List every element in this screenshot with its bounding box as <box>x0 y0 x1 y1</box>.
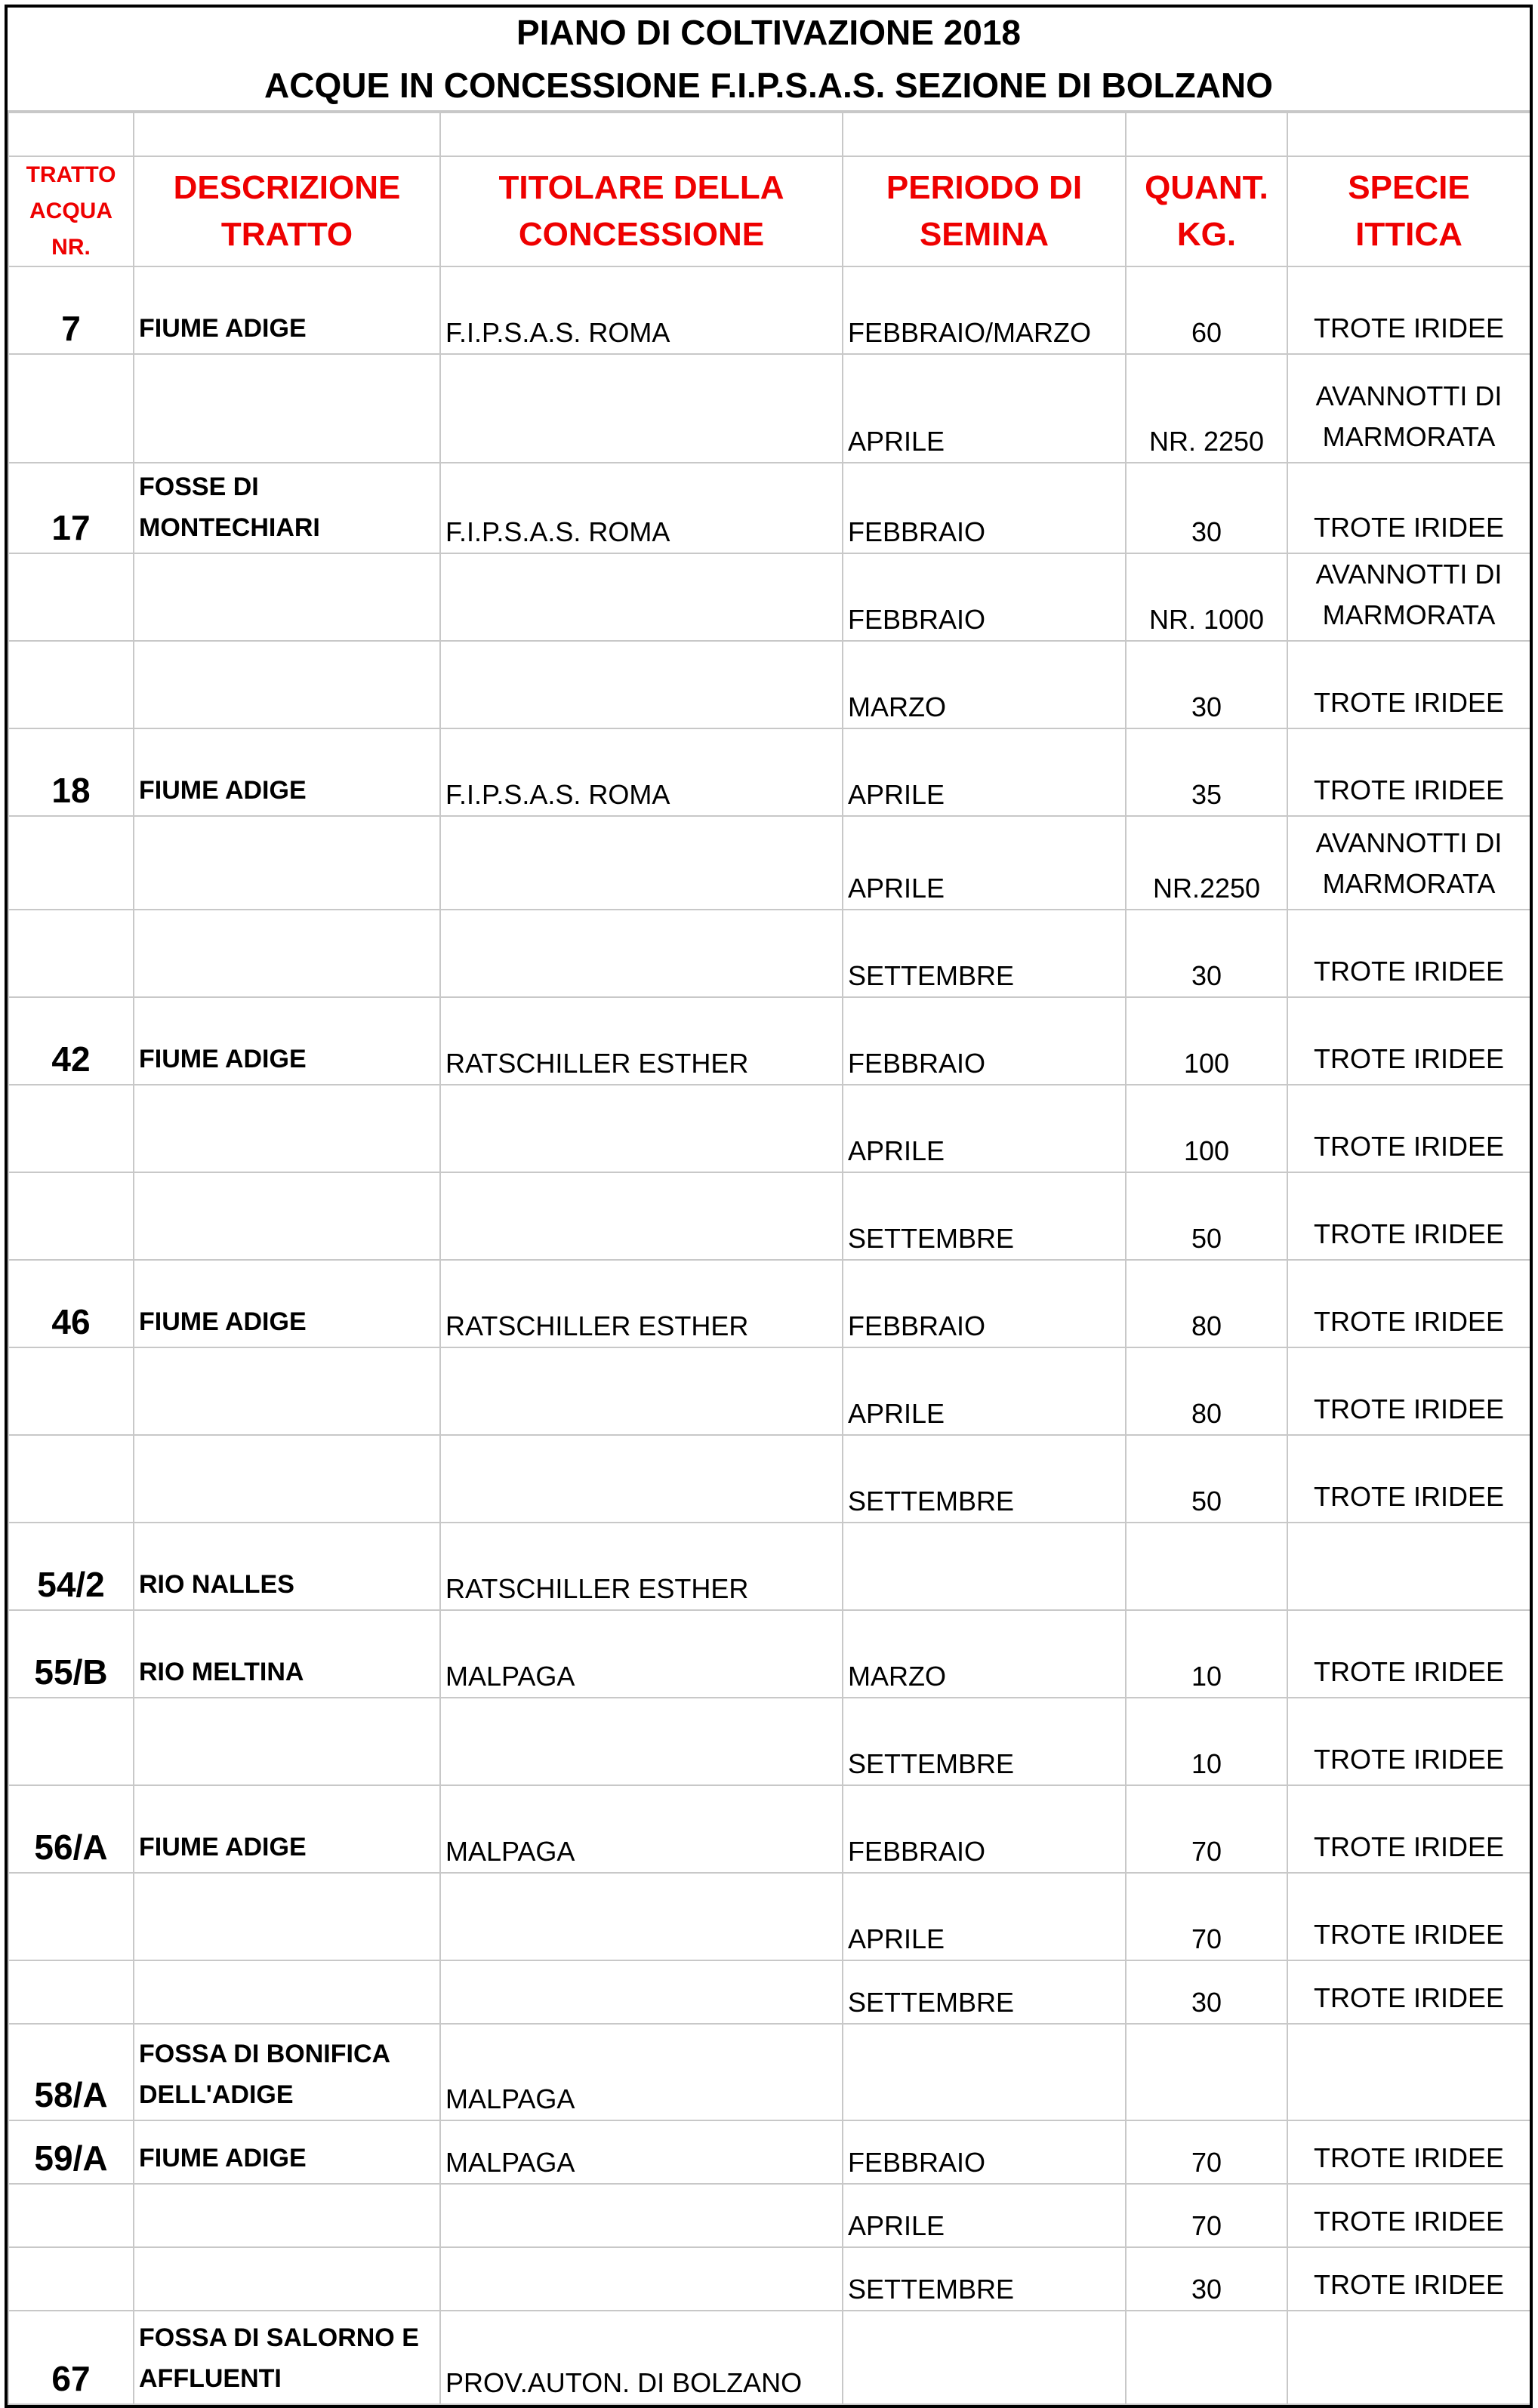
cell-periodo: FEBBRAIO <box>843 997 1126 1085</box>
cell-specie: AVANNOTTI DI MARMORATA <box>1287 354 1530 463</box>
cell-periodo: APRILE <box>843 1873 1126 1960</box>
cell-periodo: FEBBRAIO <box>843 2120 1126 2184</box>
cell-specie: TROTE IRIDEE <box>1287 266 1530 354</box>
cell-titolare <box>440 2184 843 2247</box>
cell-periodo: FEBBRAIO/MARZO <box>843 266 1126 354</box>
cell-periodo: APRILE <box>843 2184 1126 2247</box>
cell-specie: TROTE IRIDEE <box>1287 1960 1530 2024</box>
cell-titolare: RATSCHILLER ESTHER <box>440 1523 843 1610</box>
cell-periodo: FEBBRAIO <box>843 553 1126 641</box>
cell-tratto <box>8 1435 134 1523</box>
cell-periodo: MARZO <box>843 641 1126 728</box>
cell-periodo: MARZO <box>843 1610 1126 1698</box>
cell-titolare <box>440 1085 843 1172</box>
table-row <box>8 728 1530 816</box>
cell-specie: TROTE IRIDEE <box>1287 2247 1530 2311</box>
cell-periodo: APRILE <box>843 1347 1126 1435</box>
table-row <box>8 910 1530 997</box>
cell-specie: TROTE IRIDEE <box>1287 1610 1530 1698</box>
cell-quantita: 70 <box>1126 2120 1287 2184</box>
table-row <box>8 2120 1530 2184</box>
table-row <box>8 1172 1530 1260</box>
header-tratto: TRATTO ACQUA NR. <box>8 156 134 266</box>
cell-specie: TROTE IRIDEE <box>1287 1435 1530 1523</box>
cell-titolare: MALPAGA <box>440 1610 843 1698</box>
cell-tratto <box>8 354 134 463</box>
cell-specie: TROTE IRIDEE <box>1287 1785 1530 1873</box>
table-row <box>8 1260 1530 1347</box>
cell-quantita <box>1126 1523 1287 1610</box>
cell-titolare: F.I.P.S.A.S. ROMA <box>440 463 843 553</box>
table-row <box>8 266 1530 354</box>
cell-quantita: 30 <box>1126 910 1287 997</box>
cell-descrizione <box>134 354 440 463</box>
spreadsheet <box>5 5 1533 2408</box>
table-row <box>8 1085 1530 1172</box>
cell-periodo: APRILE <box>843 1085 1126 1172</box>
header-specie: SPECIE ITTICA <box>1287 156 1530 266</box>
cell-quantita: 10 <box>1126 1610 1287 1698</box>
cell-titolare: MALPAGA <box>440 2120 843 2184</box>
cell-quantita: 35 <box>1126 728 1287 816</box>
cell-titolare: F.I.P.S.A.S. ROMA <box>440 728 843 816</box>
cell-quantita <box>1126 2024 1287 2120</box>
cell-descrizione <box>134 2247 440 2311</box>
cell-descrizione <box>134 2184 440 2247</box>
cell-tratto: 17 <box>8 463 134 553</box>
cell-descrizione: FIUME ADIGE <box>134 2120 440 2184</box>
cell-tratto: 42 <box>8 997 134 1085</box>
cell-titolare: RATSCHILLER ESTHER <box>440 1260 843 1347</box>
cell-quantita: 70 <box>1126 2184 1287 2247</box>
cell-tratto <box>8 1960 134 2024</box>
cell-descrizione: FOSSA DI SALORNO E AFFLUENTI <box>134 2311 440 2404</box>
cell-specie: TROTE IRIDEE <box>1287 2184 1530 2247</box>
spacer-row <box>8 112 1530 156</box>
cell-titolare: MALPAGA <box>440 1785 843 1873</box>
cell-titolare: RATSCHILLER ESTHER <box>440 997 843 1085</box>
cultivation-table <box>8 112 1531 2405</box>
cell-tratto <box>8 553 134 641</box>
header-row <box>8 156 1530 266</box>
table-row <box>8 354 1530 463</box>
cell-descrizione: FOSSA DI BONIFICA DELL'ADIGE <box>134 2024 440 2120</box>
table-row <box>8 2247 1530 2311</box>
document-title: PIANO DI COLTIVAZIONE 2018 <box>516 13 1021 52</box>
cell-quantita <box>1126 2311 1287 2404</box>
cell-tratto <box>8 641 134 728</box>
cell-descrizione: FIUME ADIGE <box>134 728 440 816</box>
table-row <box>8 1347 1530 1435</box>
cell-tratto: 54/2 <box>8 1523 134 1610</box>
header-quantita: QUANT. KG. <box>1126 156 1287 266</box>
cell-tratto <box>8 1347 134 1435</box>
cell-quantita: 60 <box>1126 266 1287 354</box>
cell-specie: TROTE IRIDEE <box>1287 2120 1530 2184</box>
cell-specie: TROTE IRIDEE <box>1287 641 1530 728</box>
header-titolare: TITOLARE DELLA CONCESSIONE <box>440 156 843 266</box>
cell-periodo: APRILE <box>843 354 1126 463</box>
cell-descrizione: FOSSE DI MONTECHIARI <box>134 463 440 553</box>
table-row <box>8 816 1530 910</box>
cell-tratto: 18 <box>8 728 134 816</box>
cell-descrizione <box>134 1172 440 1260</box>
cell-periodo: FEBBRAIO <box>843 463 1126 553</box>
cell-descrizione: RIO MELTINA <box>134 1610 440 1698</box>
document-subtitle: ACQUE IN CONCESSIONE F.I.P.S.A.S. SEZIONE DI BOLZANO <box>264 66 1273 105</box>
table-row <box>8 2184 1530 2247</box>
cell-quantita: 70 <box>1126 1785 1287 1873</box>
cell-tratto: 46 <box>8 1260 134 1347</box>
cell-titolare: PROV.AUTON. DI BOLZANO <box>440 2311 843 2404</box>
cell-titolare: F.I.P.S.A.S. ROMA <box>440 266 843 354</box>
table-row <box>8 997 1530 1085</box>
cell-periodo <box>843 1523 1126 1610</box>
cell-descrizione <box>134 1873 440 1960</box>
cell-titolare <box>440 641 843 728</box>
cell-descrizione: FIUME ADIGE <box>134 1260 440 1347</box>
cell-titolare <box>440 1698 843 1785</box>
cell-specie: TROTE IRIDEE <box>1287 1873 1530 1960</box>
cell-descrizione <box>134 1960 440 2024</box>
cell-tratto <box>8 816 134 910</box>
cell-specie: AVANNOTTI DI MARMORATA <box>1287 553 1530 641</box>
cell-tratto <box>8 1172 134 1260</box>
cell-tratto: 55/B <box>8 1610 134 1698</box>
cell-quantita: 10 <box>1126 1698 1287 1785</box>
cell-quantita: 30 <box>1126 1960 1287 2024</box>
cell-tratto: 59/A <box>8 2120 134 2184</box>
cell-titolare <box>440 1873 843 1960</box>
cell-quantita: 100 <box>1126 997 1287 1085</box>
cell-tratto <box>8 910 134 997</box>
cell-periodo <box>843 2311 1126 2404</box>
cell-specie: TROTE IRIDEE <box>1287 1260 1530 1347</box>
table-row <box>8 2024 1530 2120</box>
cell-specie: TROTE IRIDEE <box>1287 910 1530 997</box>
cell-periodo: SETTEMBRE <box>843 910 1126 997</box>
cell-tratto <box>8 2184 134 2247</box>
cell-descrizione: RIO NALLES <box>134 1523 440 1610</box>
cell-quantita: 80 <box>1126 1260 1287 1347</box>
cell-periodo: APRILE <box>843 728 1126 816</box>
cell-quantita: 50 <box>1126 1435 1287 1523</box>
table-row <box>8 1960 1530 2024</box>
cell-tratto <box>8 2247 134 2311</box>
cell-periodo: APRILE <box>843 816 1126 910</box>
cell-titolare <box>440 910 843 997</box>
cell-periodo: SETTEMBRE <box>843 1435 1126 1523</box>
cell-titolare <box>440 1435 843 1523</box>
header-descrizione: DESCRIZIONE TRATTO <box>134 156 440 266</box>
cell-periodo: SETTEMBRE <box>843 1172 1126 1260</box>
table-row <box>8 553 1530 641</box>
table-row <box>8 1785 1530 1873</box>
cell-specie: TROTE IRIDEE <box>1287 1347 1530 1435</box>
cell-descrizione: FIUME ADIGE <box>134 997 440 1085</box>
cell-tratto: 67 <box>8 2311 134 2404</box>
cell-specie: TROTE IRIDEE <box>1287 463 1530 553</box>
cell-quantita: 50 <box>1126 1172 1287 1260</box>
table-row <box>8 1523 1530 1610</box>
cell-descrizione: FIUME ADIGE <box>134 266 440 354</box>
cell-descrizione: FIUME ADIGE <box>134 1785 440 1873</box>
cell-periodo: FEBBRAIO <box>843 1260 1126 1347</box>
cell-descrizione <box>134 910 440 997</box>
cell-specie <box>1287 1523 1530 1610</box>
table-row <box>8 463 1530 553</box>
cell-titolare <box>440 2247 843 2311</box>
cell-tratto <box>8 1085 134 1172</box>
cell-specie <box>1287 2024 1530 2120</box>
cell-quantita: 100 <box>1126 1085 1287 1172</box>
cell-quantita: 30 <box>1126 463 1287 553</box>
cell-specie: TROTE IRIDEE <box>1287 997 1530 1085</box>
cell-descrizione <box>134 553 440 641</box>
cell-titolare <box>440 816 843 910</box>
cell-specie: TROTE IRIDEE <box>1287 1085 1530 1172</box>
cell-tratto <box>8 1698 134 1785</box>
cell-titolare <box>440 1347 843 1435</box>
cell-descrizione <box>134 1698 440 1785</box>
cell-tratto <box>8 1873 134 1960</box>
table-row <box>8 1435 1530 1523</box>
cell-tratto: 56/A <box>8 1785 134 1873</box>
cell-titolare <box>440 1960 843 2024</box>
table-row <box>8 2311 1530 2404</box>
title-block <box>8 8 1530 112</box>
cell-specie: TROTE IRIDEE <box>1287 1698 1530 1785</box>
cell-quantita: 70 <box>1126 1873 1287 1960</box>
header-periodo: PERIODO DI SEMINA <box>843 156 1126 266</box>
cell-periodo: SETTEMBRE <box>843 1698 1126 1785</box>
cell-specie: AVANNOTTI DI MARMORATA <box>1287 816 1530 910</box>
cell-quantita: 30 <box>1126 641 1287 728</box>
cell-periodo: FEBBRAIO <box>843 1785 1126 1873</box>
cell-descrizione <box>134 1085 440 1172</box>
table-row <box>8 1873 1530 1960</box>
cell-tratto: 7 <box>8 266 134 354</box>
cell-quantita: NR. 1000 <box>1126 553 1287 641</box>
table-row <box>8 1698 1530 1785</box>
cell-specie: TROTE IRIDEE <box>1287 1172 1530 1260</box>
cell-quantita: 30 <box>1126 2247 1287 2311</box>
cell-descrizione <box>134 1435 440 1523</box>
cell-quantita: 80 <box>1126 1347 1287 1435</box>
table-row <box>8 641 1530 728</box>
cell-periodo <box>843 2024 1126 2120</box>
cell-descrizione <box>134 816 440 910</box>
cell-titolare <box>440 553 843 641</box>
cell-titolare: MALPAGA <box>440 2024 843 2120</box>
cell-specie: TROTE IRIDEE <box>1287 728 1530 816</box>
cell-tratto: 58/A <box>8 2024 134 2120</box>
cell-specie <box>1287 2311 1530 2404</box>
cell-titolare <box>440 354 843 463</box>
cell-titolare <box>440 1172 843 1260</box>
table-row <box>8 1610 1530 1698</box>
cell-quantita: NR.2250 <box>1126 816 1287 910</box>
cell-periodo: SETTEMBRE <box>843 2247 1126 2311</box>
cell-quantita: NR. 2250 <box>1126 354 1287 463</box>
cell-descrizione <box>134 641 440 728</box>
cell-periodo: SETTEMBRE <box>843 1960 1126 2024</box>
cell-descrizione <box>134 1347 440 1435</box>
